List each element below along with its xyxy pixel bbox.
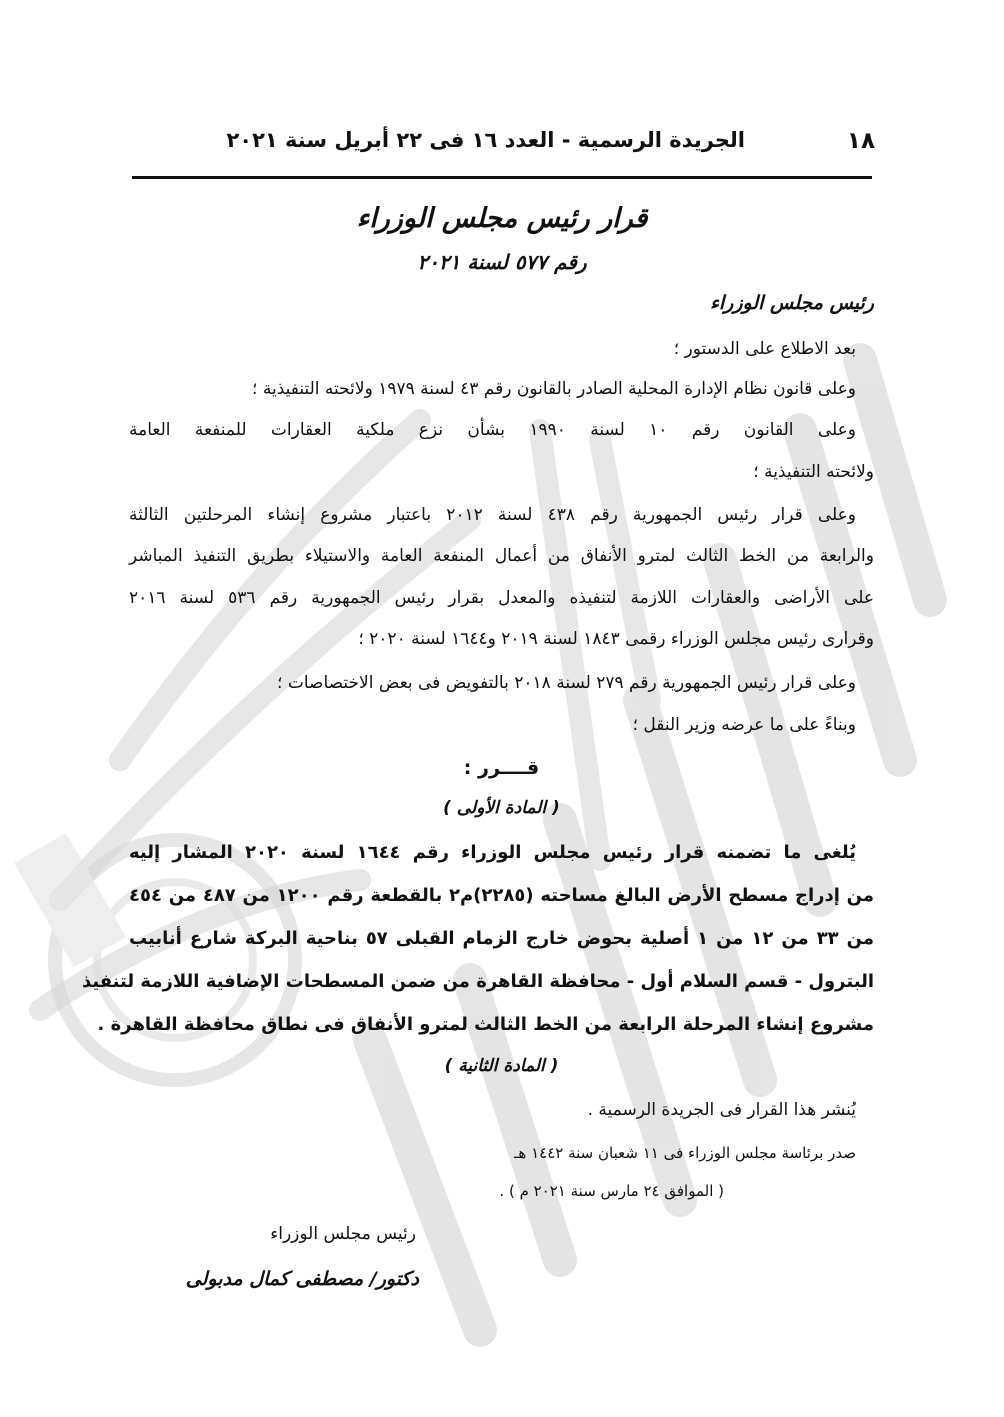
preamble-line: وبناءً على ما عرضه وزير النقل ؛ — [632, 715, 856, 735]
page-header — [130, 128, 875, 168]
article-one-line: البترول - قسم السلام أول - محافظة القاهرة من ضمن المسطحات الإضافية اللازمة لتنفيذ — [81, 971, 874, 992]
gazette-header-title: الجريدة الرسمية - العدد ١٦ فى ٢٢ أبريل سنة ٢٠٢١ — [226, 128, 745, 152]
decided-heading: قــــرر : — [463, 757, 540, 779]
article-one-heading: ( المادة الأولى ) — [443, 798, 560, 818]
preamble-line: وقرارى رئيس مجلس الوزراء رقمى ١٨٤٣ لسنة ٢٠١٩ و١٦٤٤ لسنة ٢٠٢٠ ؛ — [358, 629, 874, 649]
header-divider — [132, 176, 872, 179]
article-one-line: من ٣٣ من ١٢ من ١ أصلية بحوض خارج الزمام القبلى ٥٧ بناحية البركة شارع أنابيب — [129, 928, 874, 949]
article-two-text: يُنشر هذا القرار فى الجريدة الرسمية . — [587, 1100, 856, 1120]
preamble-line: وعلى قرار رئيس الجمهورية رقم ٢٧٩ لسنة ٢٠١٨ بالتفويض فى بعض الاختصاصات ؛ — [277, 673, 856, 693]
signer-name: دكتور/ مصطفى كمال مدبولى — [185, 1268, 419, 1290]
signer-title: رئيس مجلس الوزراء — [270, 1224, 416, 1244]
preamble-line: وعلى القانون رقم ١٠ لسنة ١٩٩٠ بشأن نزع ملكية العقارات للمنفعة العامة — [129, 420, 856, 440]
article-one-line: مشروع إنشاء المرحلة الرابعة من الخط الثالث لمترو الأنفاق فى نطاق محافظة القاهرة . — [97, 1014, 874, 1035]
article-two-heading: ( المادة الثانية ) — [444, 1056, 559, 1076]
preamble-line: ولائحته التنفيذية ؛ — [753, 462, 874, 482]
preamble-line: على الأراضى والعقارات اللازمة لتنفيذه والمعدل بقرار رئيس الجمهورية رقم ٥٣٦ لسنة ٢٠١٦ — [129, 588, 874, 608]
article-one-line: من إدراج مسطح الأرض البالغ مساحته (٢٢٨٥)م٢ بالقطعة رقم ١٢٠٠ من ٤٨٧ من ٤٥٤ — [129, 885, 874, 906]
preamble-line: وعلى قرار رئيس الجمهورية رقم ٤٣٨ لسنة ٢٠١٢ باعتبار مشروع إنشاء المرحلتين الثالثة — [129, 505, 856, 525]
preamble-line: والرابعة من الخط الثالث لمترو الأنفاق من أعمال المنفعة العامة والاستيلاء بطريق التنفيذ المباشر — [129, 546, 874, 566]
page-number: ١٨ — [846, 128, 875, 154]
article-one-line: يُلغى ما تضمنه قرار رئيس مجلس الوزراء رقم ١٦٤٤ لسنة ٢٠٢٠ المشار إليه — [129, 842, 856, 863]
preamble-heading: رئيس مجلس الوزراء — [709, 292, 874, 314]
decree-title: قرار رئيس مجلس الوزراء — [356, 203, 648, 234]
preamble-line: وعلى قانون نظام الإدارة المحلية الصادر بالقانون رقم ٤٣ لسنة ١٩٧٩ ولائحته التنفيذية ؛ — [252, 379, 856, 399]
preamble-line: بعد الاطلاع على الدستور ؛ — [673, 339, 856, 359]
issuance-date-gregorian: ( الموافق ٢٤ مارس سنة ٢٠٢١ م ) . — [499, 1182, 724, 1200]
issuance-date-hijri: صدر برئاسة مجلس الوزراء فى ١١ شعبان سنة ١٤٤٢ هـ — [514, 1144, 856, 1162]
decree-number: رقم ٥٧٧ لسنة ٢٠٢١ — [417, 250, 587, 274]
